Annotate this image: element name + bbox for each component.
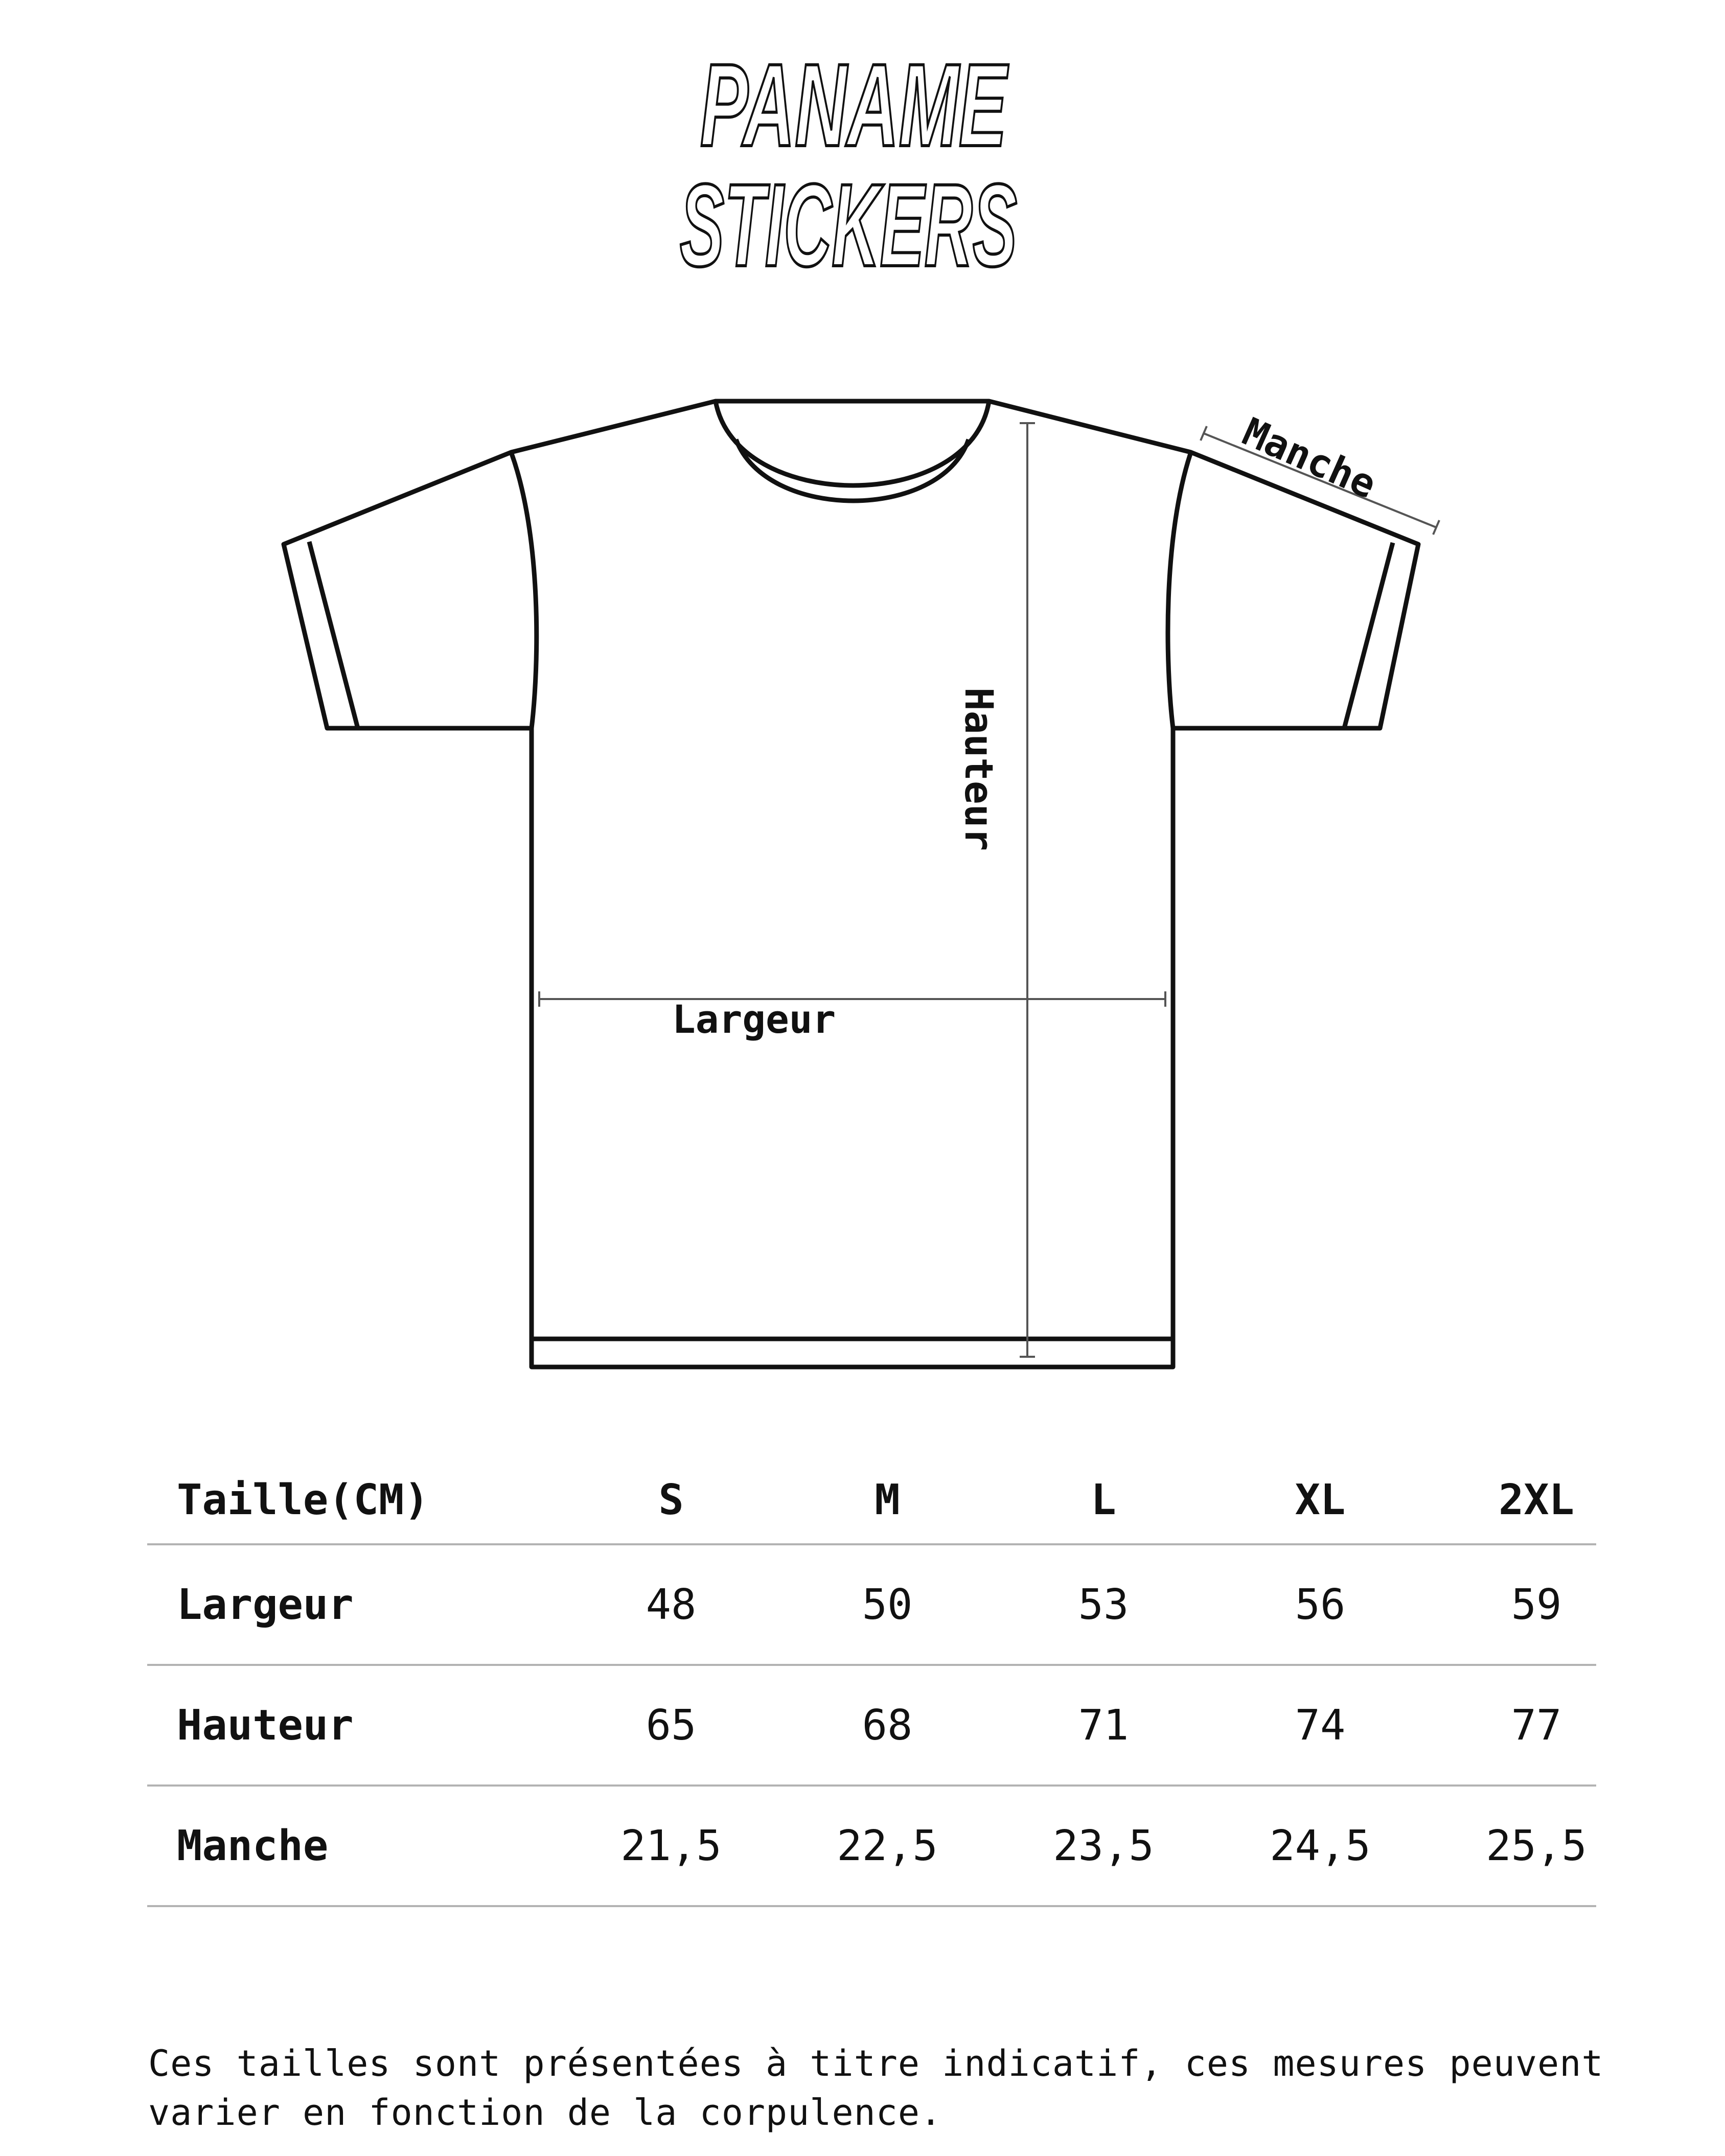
size-table <box>147 1456 1596 1907</box>
table-cell: 23,5 <box>1053 1821 1154 1870</box>
table-row-manche <box>147 1787 1596 1905</box>
table-cell: 68 <box>862 1701 913 1750</box>
size-header-m: M <box>875 1475 900 1524</box>
width-label: Largeur <box>672 996 836 1042</box>
table-row-hauteur <box>147 1666 1596 1784</box>
sleeve-label: Manche <box>1236 409 1383 507</box>
table-cell: 21,5 <box>620 1821 722 1870</box>
table-cell: 65 <box>646 1701 697 1750</box>
size-header-xl: XL <box>1295 1475 1346 1524</box>
row-label-largeur: Largeur <box>177 1580 354 1629</box>
table-row-largeur <box>147 1545 1596 1664</box>
table-cell: 48 <box>646 1580 697 1629</box>
table-cell: 53 <box>1078 1580 1129 1629</box>
table-cell: 74 <box>1295 1701 1346 1750</box>
table-cell: 25,5 <box>1486 1821 1587 1870</box>
size-header-2xl: 2XL <box>1498 1475 1575 1524</box>
height-label: Hauteur <box>956 687 1002 851</box>
brand-line2: STICKERS <box>680 159 1017 291</box>
disclaimer-note: Ces tailles sont présentées à titre indicatif, ces mesures peuvent varier en fonction de la corpulence. <box>148 2043 1604 2134</box>
table-header-label: Taille(CM) <box>177 1475 429 1524</box>
row-label-manche: Manche <box>177 1821 329 1870</box>
left-armhole <box>511 452 537 728</box>
size-header-s: S <box>658 1475 684 1524</box>
size-header-l: L <box>1091 1475 1116 1524</box>
table-divider <box>147 1905 1596 1907</box>
table-cell: 77 <box>1511 1701 1562 1750</box>
table-cell: 50 <box>862 1580 913 1629</box>
brand-line1: PANAME <box>700 39 1009 171</box>
table-cell: 56 <box>1295 1580 1346 1629</box>
left-cuff <box>309 542 358 728</box>
table-header-row <box>147 1456 1596 1543</box>
tshirt-outline <box>284 401 1418 1367</box>
table-cell: 59 <box>1511 1580 1562 1629</box>
right-armhole <box>1168 452 1191 728</box>
table-cell: 22,5 <box>837 1821 938 1870</box>
table-cell: 71 <box>1078 1701 1129 1750</box>
table-cell: 24,5 <box>1270 1821 1371 1870</box>
row-label-hauteur: Hauteur <box>177 1701 354 1750</box>
